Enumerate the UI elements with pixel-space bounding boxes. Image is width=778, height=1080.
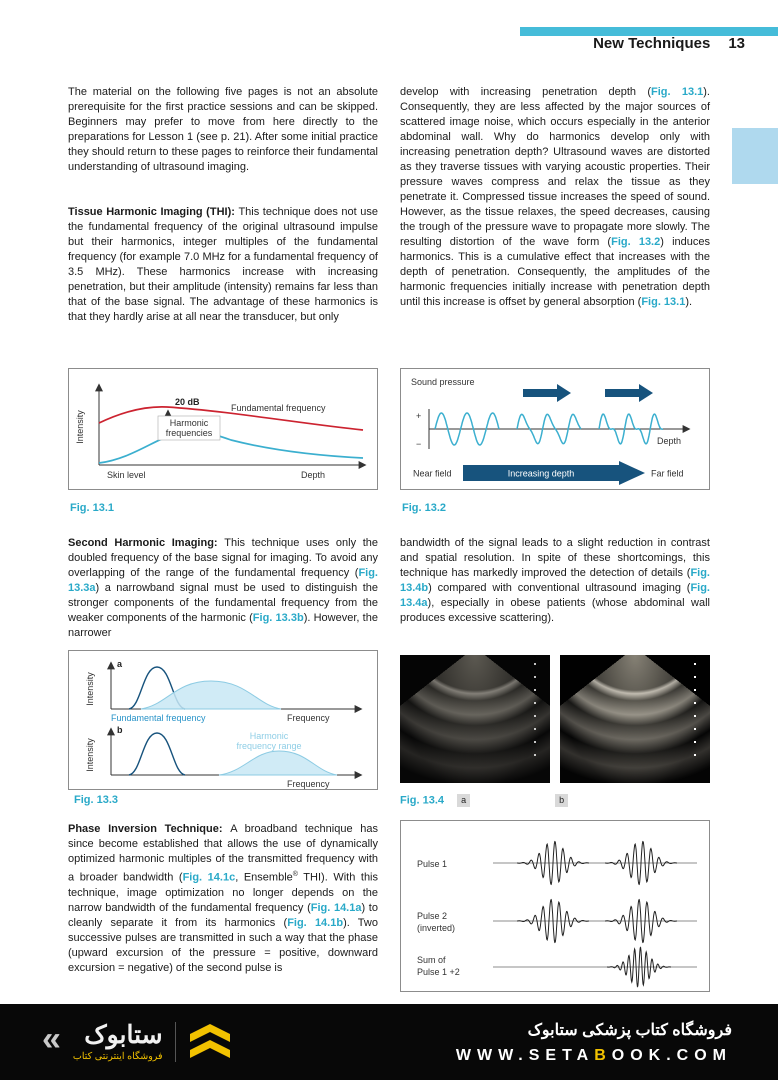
pulse-figure-chart (401, 821, 709, 991)
skin-level-label: Skin level (107, 470, 146, 480)
footer-store-block (456, 1020, 732, 1065)
fig-13-4-marker-b: b (555, 794, 568, 807)
frequency-axis-label-b: Frequency (287, 779, 330, 789)
ultrasound-image-b (560, 655, 710, 783)
right-arrow-icon (605, 384, 653, 402)
fundamental-frequency-label: Fundamental frequency (231, 403, 326, 413)
fig-13-4-caption (400, 794, 568, 807)
fig-13-4-images (400, 655, 710, 783)
harmonic-bell-a (141, 681, 281, 709)
fig-13-4-marker-a: a (457, 794, 470, 807)
fig-13-1-caption: Fig. 13.1 (70, 502, 115, 514)
intensity-axis-label-b: Intensity (85, 738, 95, 772)
footer (0, 1004, 778, 1080)
sound-pressure-label: Sound pressure (411, 377, 475, 387)
intensity-axis-label: Intensity (75, 410, 85, 444)
store-url: WWW.SETABOOK.COM (455, 1046, 732, 1064)
frequency-axis-label-a: Frequency (287, 713, 330, 723)
harmonic-bell-b (219, 751, 337, 775)
pulse1-label: Pulse 1 (417, 859, 448, 869)
fundamental-bell-b (129, 733, 185, 775)
harmonic-frequencies-curve (99, 431, 363, 463)
logo-word-block (73, 1022, 163, 1062)
fig-13-3-caption: Fig. 13.3 (74, 794, 119, 806)
store-title: فروشگاه کتاب پزشکی ستابوک (527, 1021, 732, 1039)
paragraph-phase-inversion: Phase Inversion Technique: A broadband technique has since become established that allows the use of dynamically optimized harmonic multiples of the transmitted frequency with a broader bandwidth (Fig. 14.1c, Ensemble® THI). With this technique, image optimization no longer depends on the narrow bandwidth of the fundamental frequency (Fig. 14.1a) to cleanly separate it from its harmonics (Fig. 14.1b). Two successive pulses are transmitted in such a way that the phase (upward excursion of the pressure = positive, downward excursion = negative) of the second pulse is (68, 823, 379, 974)
right-arrow-icon (523, 384, 571, 402)
sum-label-1: Sum of (417, 955, 446, 965)
logo-divider (175, 1022, 176, 1062)
fig-13-3-box (68, 650, 378, 790)
sum-label-2: Pulse 1 +2 (417, 967, 460, 977)
intensity-axis-label-a: Intensity (85, 672, 95, 706)
ultrasound-image-a (400, 655, 550, 783)
chapter-tab-marker (732, 128, 778, 184)
paragraph-second-harmonic: Second Harmonic Imaging: This technique uses only the doubled frequency of the base signal for imaging. To avoid any overlapping of the range of the fundamental frequency (Fig. 13.3a) a narrowband signal must be used to distinguish the stronger components of the fundamental frequency from the weaker components of the harmonic (Fig. 13.3b). However, the narrower (68, 537, 379, 639)
fig-13-2-chart (401, 369, 709, 489)
paragraph-bandwidth: bandwidth of the signal leads to a slight reduction in contrast and spatial resolution. In spite of these shortcomings, this technique has markedly improved the detection of details (Fig. 13.4b) compared with conventional ultrasound imaging (Fig. 13.4a), especially in obese patients (whose abdominal wall produces excessive scattering). (400, 537, 710, 624)
paragraph-intro: The material on the following five pages is not an absolute prerequisite for the first practice sessions and can be skipped. Beginners may prefer to move from here directly to the preparations for Lesson 1 (see p. 21). After some initial practice they should return to these pages to reinforce their fundamental understanding of ultrasound imaging. (68, 86, 378, 173)
fig-13-1-box (68, 368, 378, 490)
fig-13-1-chart (69, 369, 377, 489)
minus-label: − (416, 439, 422, 449)
paragraph-thi: Tissue Harmonic Imaging (THI): This technique does not use the fundamental frequency of the original ultrasound impulse but their harmonics, integer multiples of the fundamental frequency (for example 7.0 MHz for a fundamental frequency of 3.5 MHz). These harmonics increase with increasing penetration, but their amplitude (intensity) remains far less than that of the base signal. The advantage of these harmonics is that they hardly arise at all near the transducer, but only (68, 206, 378, 323)
harmonic-range-label-1: Harmonic (249, 731, 289, 741)
logo-wordmark: ستابوک (84, 1020, 163, 1049)
fig-13-2-caption: Fig. 13.2 (402, 502, 447, 514)
paragraph-develop: develop with increasing penetration depth (Fig. 13.1). Consequently, they are less affected by the major sources of scattered image noise, which occurs especially in the anterior abdominal wall. Why do harmonics develop only with increasing penetration depth? Ultrasound waves are distorted as they traverse tissues with varying acoustic properties. Their pressure waves compress and relax the tissue as they penetrate it. Compressed tissue increases the speed of sound. However, as the tissue relaxes, the speed decreases, causing the trough of the pressure wave to propagate more slowly. The resulting distortion of the wave form (Fig. 13.2) induces harmonics. This is a cumulative effect that increases with the depth of penetration. Consequently, the amplitudes of the harmonic frequencies initially increase with penetration depth until this increase is offset by general absorption (Fig. 13.1). (400, 86, 710, 308)
fig-13-2-box (400, 368, 710, 490)
pulse2-label-2: (inverted) (417, 923, 456, 933)
depth-label: Depth (301, 470, 326, 480)
logo-chevrons-icon: « (42, 1020, 61, 1058)
harmonic-frequencies-label-1: Harmonic (169, 418, 209, 428)
setabook-logo (42, 1022, 232, 1062)
harmonic-range-label-2: frequency range (236, 741, 302, 751)
measurement-markers (534, 663, 536, 767)
far-field-label: Far field (651, 468, 684, 479)
pulse-figure-box (400, 820, 710, 992)
ultrasound-sector-mask (400, 655, 550, 783)
harmonic-frequencies-label-2: frequencies (165, 428, 213, 438)
fig-13-4-caption-text: Fig. 13.4 (400, 794, 445, 807)
pulse2-label-1: Pulse 2 (417, 911, 448, 921)
logo-subtitle: فروشگاه اینترنتی کتاب (72, 1051, 163, 1063)
chart-b-marker: b (117, 725, 123, 735)
page-number: 13 (728, 35, 745, 52)
chapter-title: New Techniques (593, 35, 711, 52)
setabook-mark-icon (188, 1022, 232, 1062)
page-header (593, 35, 745, 52)
depth-axis-label: Depth (657, 436, 682, 446)
ultrasound-sector-mask (560, 655, 710, 783)
near-field-label: Near field (413, 468, 452, 479)
chart-a-marker: a (117, 659, 123, 669)
measurement-markers (694, 663, 696, 767)
plus-label: + (416, 411, 422, 421)
increasing-depth-label: Increasing depth (507, 468, 575, 479)
fig-13-3-chart (69, 651, 377, 789)
db-label: 20 dB (175, 397, 200, 407)
fundamental-frequency-label: Fundamental frequency (111, 713, 206, 723)
